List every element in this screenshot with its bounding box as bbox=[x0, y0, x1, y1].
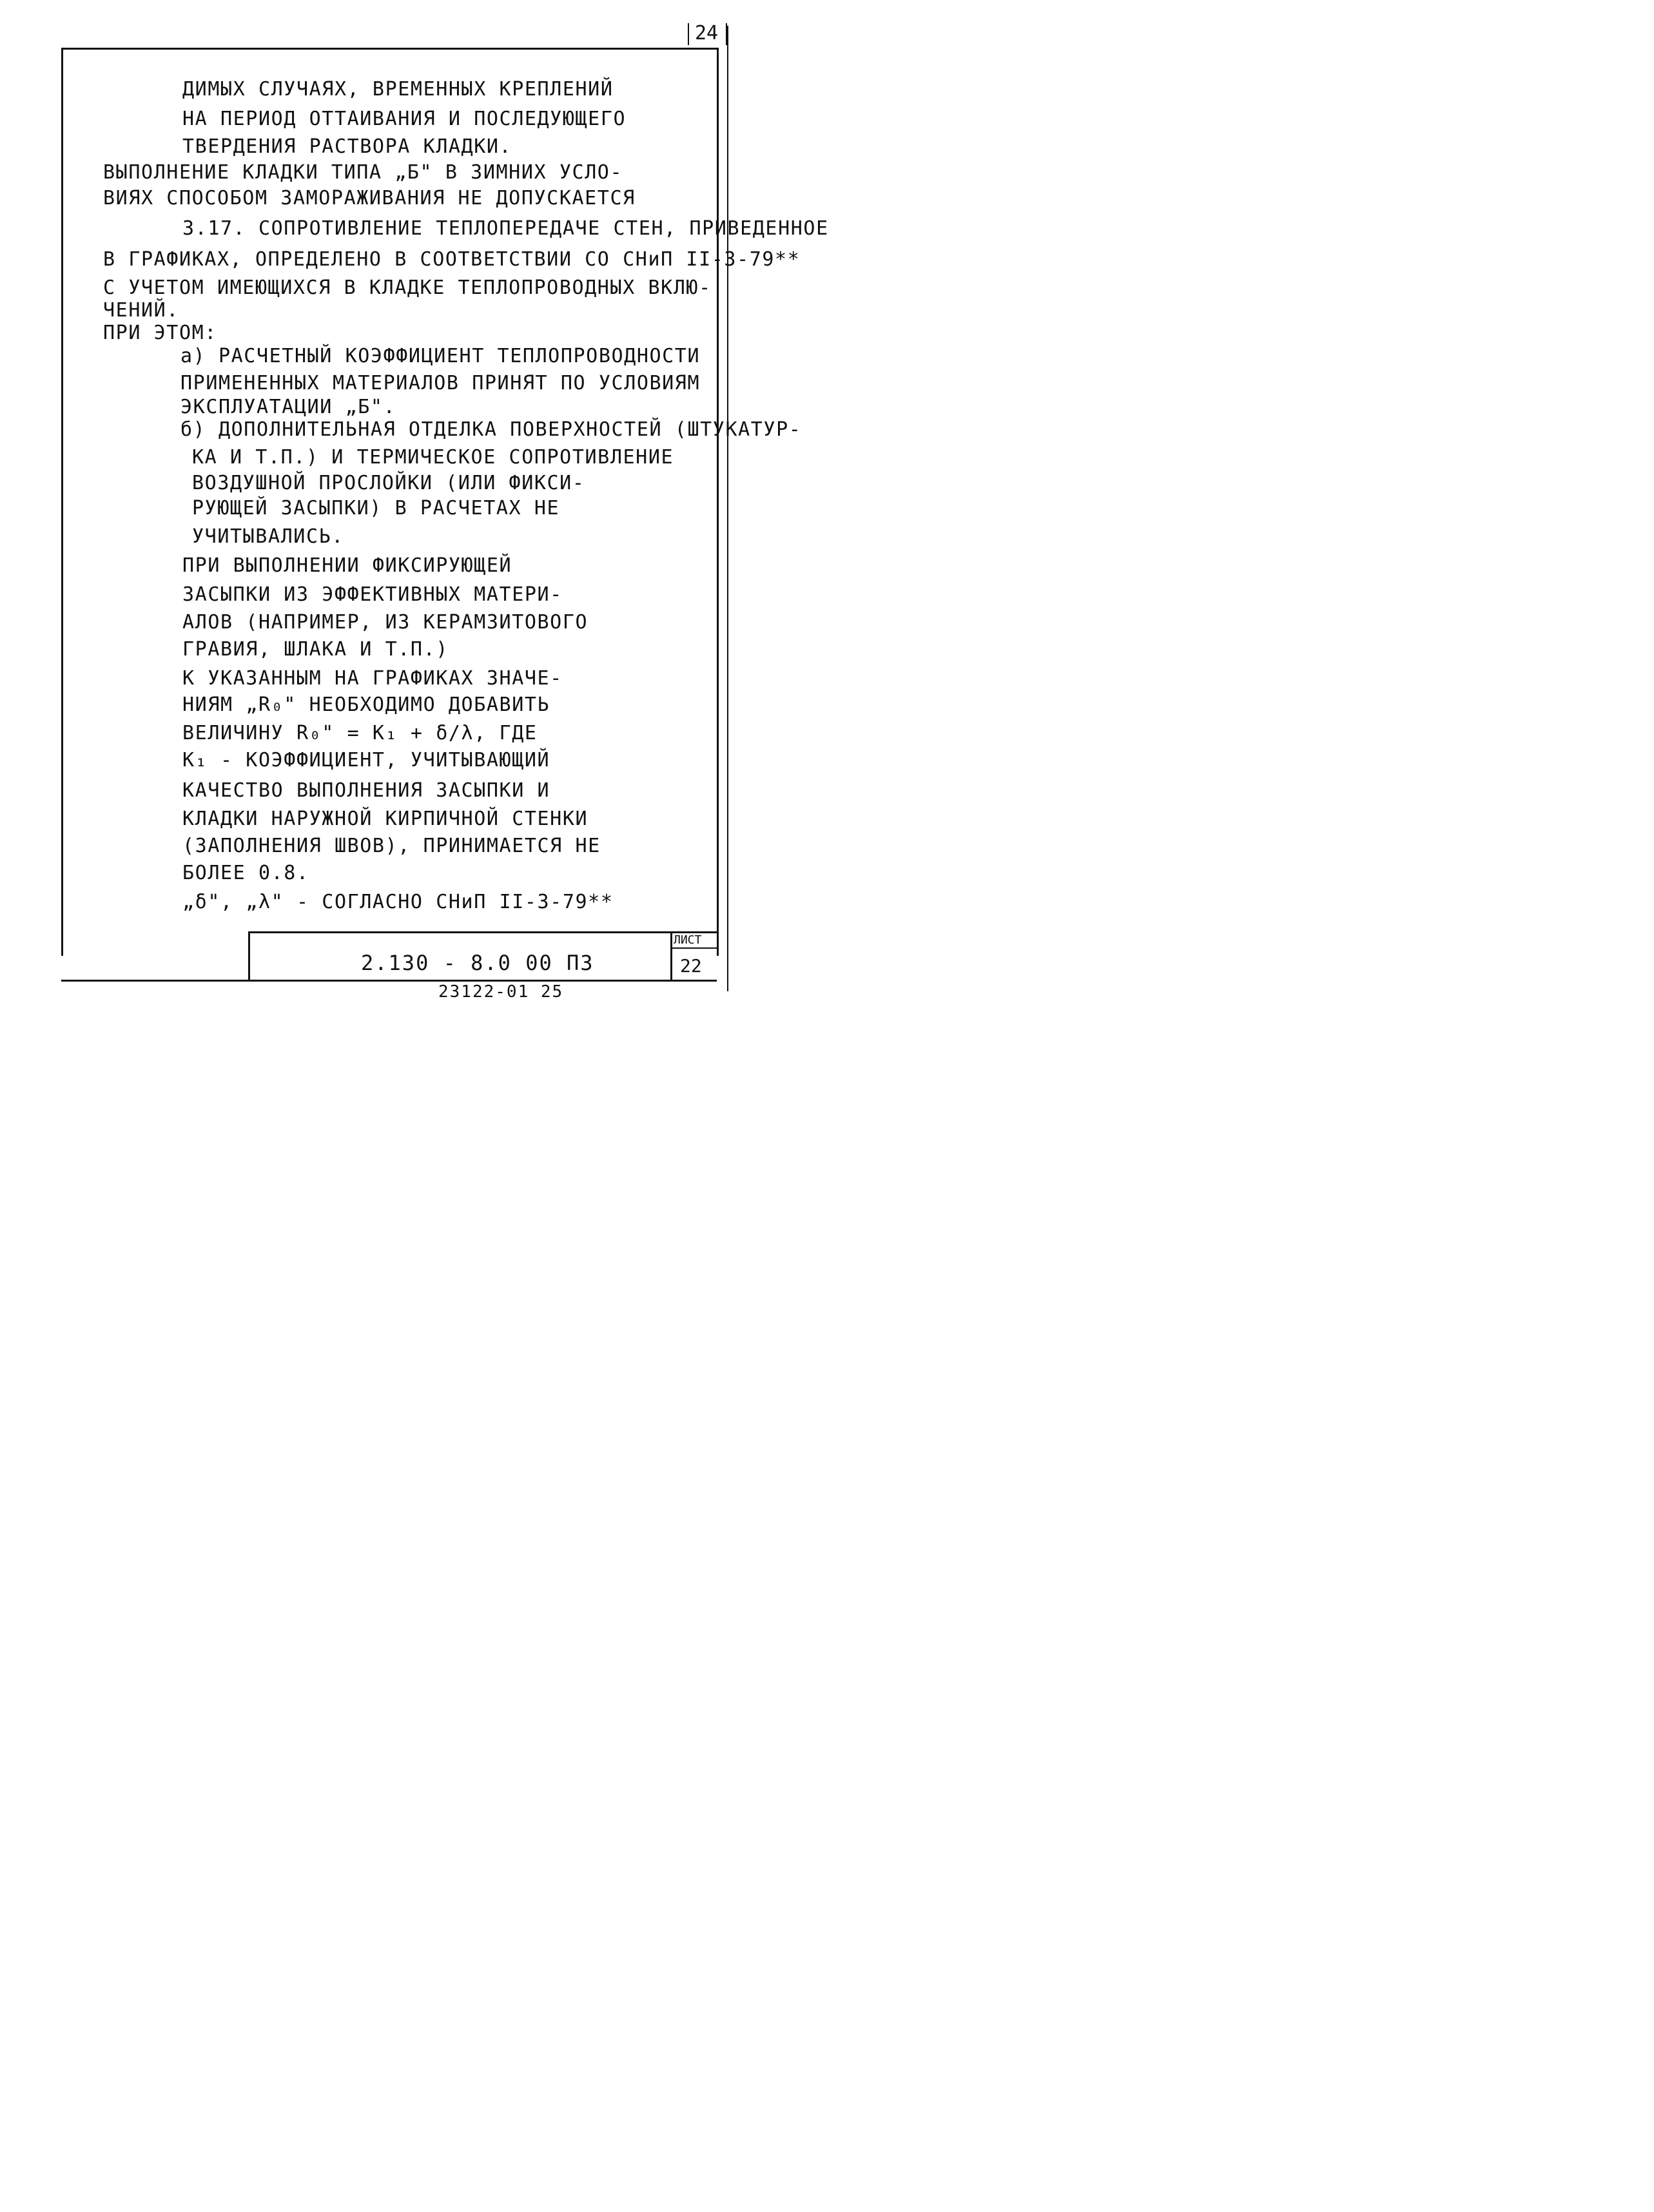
text-line: ВЫПОЛНЕНИЕ КЛАДКИ ТИПА „Б" В ЗИМНИХ УСЛО- bbox=[103, 161, 623, 184]
text-line: ЗАСЫПКИ ИЗ ЭФФЕКТИВНЫХ МАТЕРИ- bbox=[182, 583, 563, 606]
text-line: РУЮЩЕЙ ЗАСЫПКИ) В РАСЧЕТАХ НЕ bbox=[192, 497, 560, 519]
text-line: ВОЗДУШНОЙ ПРОСЛОЙКИ (ИЛИ ФИКСИ- bbox=[192, 472, 585, 494]
stamp-divider bbox=[670, 931, 672, 982]
text-line: ТВЕРДЕНИЯ РАСТВОРА КЛАДКИ. bbox=[182, 135, 512, 158]
frame-bottom-rule bbox=[61, 980, 717, 982]
text-line: 3.17. СОПРОТИВЛЕНИЕ ТЕПЛОПЕРЕДАЧЕ СТЕН, ПРИВЕДЕННОЕ bbox=[182, 217, 829, 240]
text-line: (ЗАПОЛНЕНИЯ ШВОВ), ПРИНИМАЕТСЯ НЕ bbox=[182, 835, 601, 857]
text-line: ПРИ ЭТОМ: bbox=[103, 322, 217, 344]
text-line: ДИМЫХ СЛУЧАЯХ, ВРЕМЕННЫХ КРЕПЛЕНИЙ bbox=[182, 78, 614, 101]
page-number-left-rule bbox=[688, 23, 689, 45]
text-line: ПРИ ВЫПОЛНЕНИИ ФИКСИРУЮЩЕЙ bbox=[182, 554, 512, 577]
text-line: ВЕЛИЧИНУ R₀" = K₁ + δ/λ, ГДЕ bbox=[182, 722, 538, 744]
text-line: АЛОВ (НАПРИМЕР, ИЗ КЕРАМЗИТОВОГО bbox=[182, 611, 589, 634]
text-line: „δ", „λ" - СОГЛАСНО СНиП II-3-79** bbox=[182, 891, 614, 913]
archive-number: 23122-01 25 bbox=[438, 982, 564, 1002]
text-line: б) ДОПОЛНИТЕЛЬНАЯ ОТДЕЛКА ПОВЕРХНОСТЕЙ (ШТУКАТУР- bbox=[180, 418, 802, 441]
text-line: С УЧЕТОМ ИМЕЮЩИХСЯ В КЛАДКЕ ТЕПЛОПРОВОДНЫХ ВКЛЮ- bbox=[103, 276, 712, 299]
text-line: ЧЕНИЙ. bbox=[103, 299, 179, 322]
text-line: K₁ - КОЭФФИЦИЕНТ, УЧИТЫВАЮЩИЙ bbox=[182, 749, 550, 771]
text-line: УЧИТЫВАЛИСЬ. bbox=[192, 525, 344, 548]
sheet-number: 22 bbox=[680, 955, 702, 976]
text-line: НА ПЕРИОД ОТТАИВАНИЯ И ПОСЛЕДУЮЩЕГО bbox=[182, 108, 627, 130]
text-line: В ГРАФИКАХ, ОПРЕДЕЛЕНО В СООТВЕТСТВИИ СО СНиП II-3-79** bbox=[103, 248, 801, 271]
sheet-label: ЛИСТ bbox=[674, 933, 702, 947]
text-line: ЭКСПЛУАТАЦИИ „Б". bbox=[180, 396, 396, 418]
stamp-sheet-rule bbox=[670, 947, 717, 949]
document-code: 2.130 - 8.0 00 ПЗ bbox=[361, 951, 594, 975]
text-line: БОЛЕЕ 0.8. bbox=[182, 862, 309, 884]
stamp-top-rule bbox=[248, 931, 717, 933]
text-line: ГРАВИЯ, ШЛАКА И Т.П.) bbox=[182, 638, 449, 661]
text-line: КАЧЕСТВО ВЫПОЛНЕНИЯ ЗАСЫПКИ И bbox=[182, 779, 550, 802]
binding-edge-rule bbox=[727, 26, 728, 991]
stamp-left-rule bbox=[248, 931, 250, 982]
text-line: КА И Т.П.) И ТЕРМИЧЕСКОЕ СОПРОТИВЛЕНИЕ bbox=[192, 446, 674, 469]
text-line: К УКАЗАННЫМ НА ГРАФИКАХ ЗНАЧЕ- bbox=[182, 667, 563, 690]
text-line: а) РАСЧЕТНЫЙ КОЭФФИЦИЕНТ ТЕПЛОПРОВОДНОСТИ bbox=[180, 345, 701, 367]
text-line: ПРИМЕНЕННЫХ МАТЕРИАЛОВ ПРИНЯТ ПО УСЛОВИЯМ bbox=[180, 372, 701, 394]
text-line: НИЯМ „R₀" НЕОБХОДИМО ДОБАВИТЬ bbox=[182, 694, 550, 716]
page-number: 24 bbox=[695, 22, 719, 44]
text-line: КЛАДКИ НАРУЖНОЙ КИРПИЧНОЙ СТЕНКИ bbox=[182, 808, 589, 830]
text-line: ВИЯХ СПОСОБОМ ЗАМОРАЖИВАНИЯ НЕ ДОПУСКАЕТСЯ bbox=[103, 187, 636, 209]
